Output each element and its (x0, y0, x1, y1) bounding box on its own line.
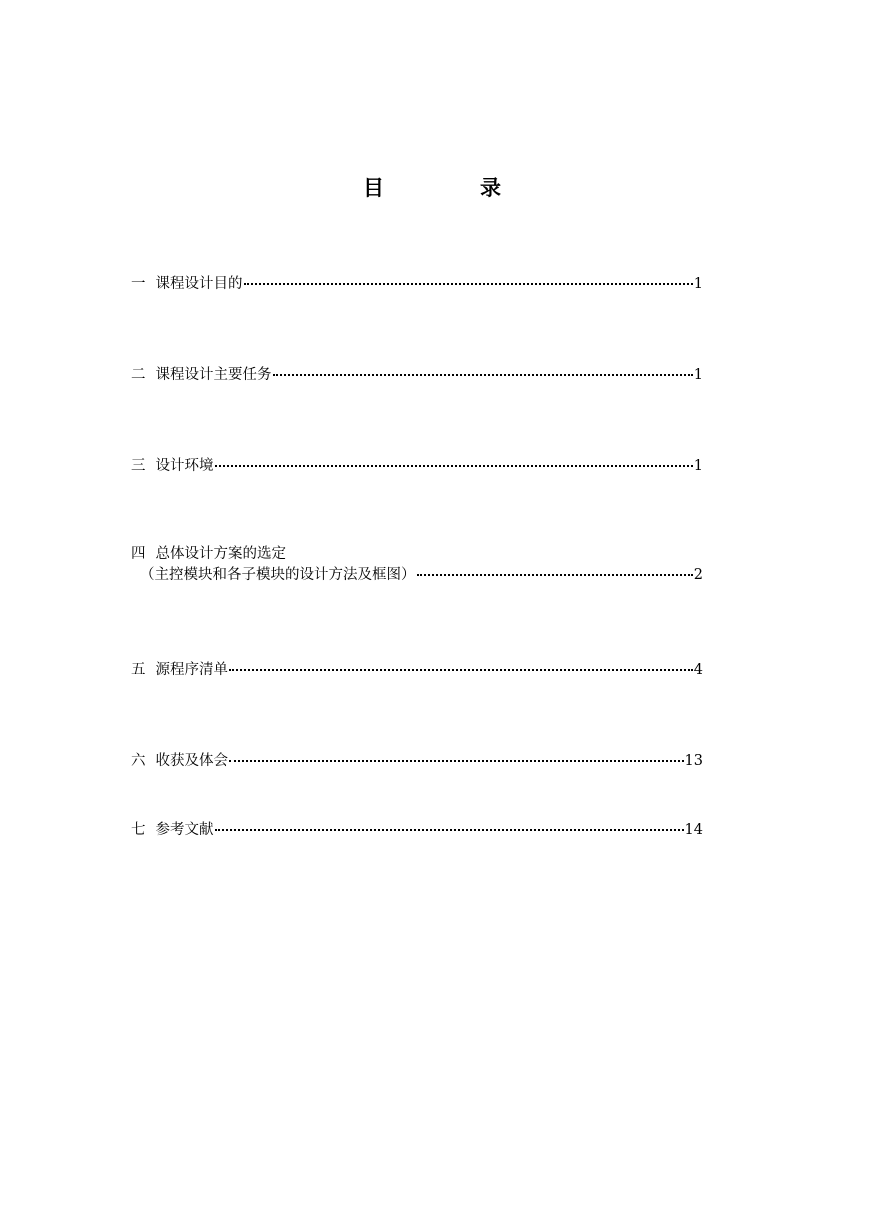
toc-title-char-2: 录 (480, 176, 501, 200)
toc-entry-3[interactable] (131, 454, 703, 475)
toc-page-number: 1 (693, 458, 703, 474)
toc-line (131, 658, 703, 679)
toc-page-number: 1 (693, 276, 703, 292)
toc-label: 收获及体会 (155, 753, 228, 769)
dot-leader (215, 815, 684, 831)
toc-number: 一 (131, 276, 146, 292)
toc-entry-6[interactable] (131, 749, 703, 770)
toc-label: 课程设计目的 (155, 276, 243, 292)
toc-line (131, 363, 703, 384)
toc-line (131, 454, 703, 475)
toc-entry-7[interactable] (131, 818, 703, 839)
toc-number: 六 (131, 753, 146, 769)
dot-leader (244, 269, 693, 285)
toc-label: 课程设计主要任务 (155, 367, 272, 383)
toc-page-number: 4 (693, 662, 703, 678)
toc-label: 总体设计方案的选定 (155, 546, 286, 562)
toc-entry-2[interactable] (131, 363, 703, 384)
toc-line (131, 563, 703, 584)
toc-line (131, 818, 703, 839)
toc-sub-label: （主控模块和各子模块的设计方法及框图） (140, 567, 416, 583)
toc-page-number: 2 (693, 567, 703, 583)
toc-entry-1[interactable] (131, 272, 703, 293)
toc-number: 二 (131, 367, 146, 383)
toc-title-char-1: 目 (363, 176, 384, 200)
dot-leader (229, 746, 684, 762)
toc-number: 四 (131, 546, 146, 562)
dot-leader (273, 360, 693, 376)
toc-page-number: 14 (684, 822, 703, 838)
toc-label: 源程序清单 (155, 662, 228, 678)
toc-number: 七 (131, 822, 146, 838)
toc-page-number: 13 (684, 753, 703, 769)
toc-title (363, 173, 513, 203)
toc-entry-5[interactable] (131, 658, 703, 679)
toc-entry-4[interactable] (131, 545, 703, 584)
toc-line (131, 272, 703, 293)
toc-label: 设计环境 (155, 458, 214, 474)
dot-leader (229, 655, 693, 671)
toc-label: 参考文献 (155, 822, 214, 838)
toc-line (131, 749, 703, 770)
toc-number: 五 (131, 662, 146, 678)
toc-page-number: 1 (693, 367, 703, 383)
dot-leader (417, 560, 693, 576)
dot-leader (215, 451, 693, 467)
toc-number: 三 (131, 458, 146, 474)
